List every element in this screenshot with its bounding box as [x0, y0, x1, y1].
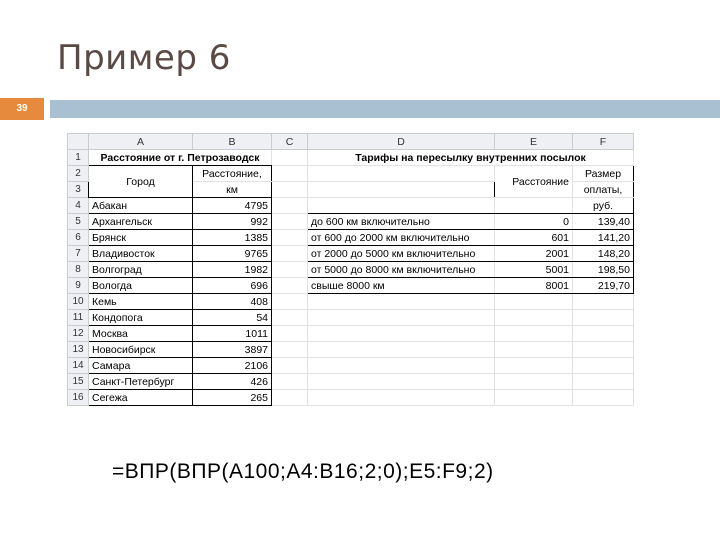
cell-tariff-label[interactable]: от 5000 до 8000 км включительно: [308, 262, 495, 278]
row-header[interactable]: 9: [68, 278, 89, 294]
cell[interactable]: [495, 310, 573, 326]
cell[interactable]: [272, 230, 308, 246]
cell-km[interactable]: 1385: [193, 230, 272, 246]
cell-tariff-label[interactable]: свыше 8000 км: [308, 278, 495, 294]
row-header[interactable]: 12: [68, 326, 89, 342]
table-row: [68, 262, 634, 278]
cell[interactable]: [573, 374, 634, 390]
row-header[interactable]: 4: [68, 198, 89, 214]
cell[interactable]: [495, 294, 573, 310]
cell-km[interactable]: 2106: [193, 358, 272, 374]
cell-km[interactable]: 3897: [193, 342, 272, 358]
cell[interactable]: [495, 326, 573, 342]
column-header-c[interactable]: C: [272, 134, 308, 150]
cell-tariff-price[interactable]: 139,40: [573, 214, 634, 230]
cell-km[interactable]: 1011: [193, 326, 272, 342]
table-row: [68, 278, 634, 294]
cell-city[interactable]: Санкт-Петербург: [89, 374, 193, 390]
row-header[interactable]: 10: [68, 294, 89, 310]
cell[interactable]: [308, 166, 495, 182]
row-header[interactable]: 8: [68, 262, 89, 278]
cell-city[interactable]: Москва: [89, 326, 193, 342]
cell-header-distance-1[interactable]: Расстояние,: [193, 166, 272, 182]
cell[interactable]: [573, 326, 634, 342]
cell-tariff-distance[interactable]: 601: [495, 230, 573, 246]
cell[interactable]: [272, 294, 308, 310]
cell[interactable]: [272, 342, 308, 358]
cell-city[interactable]: Вологда: [89, 278, 193, 294]
cell-tariff-price[interactable]: 219,70: [573, 278, 634, 294]
cell-header-f-1[interactable]: Размер: [573, 166, 634, 182]
cell-city[interactable]: Кондопога: [89, 310, 193, 326]
cell-d1-title[interactable]: Тарифы на пересылку внутренних посылок: [308, 150, 634, 166]
cell-header-f-2[interactable]: оплаты,: [573, 182, 634, 198]
formula-text: =ВПР(ВПР(A100;A4:B16;2;0);E5:F9;2): [112, 460, 494, 483]
table-row: [68, 310, 634, 326]
cell[interactable]: [308, 182, 495, 198]
cell[interactable]: [573, 358, 634, 374]
cell-km[interactable]: 4795: [193, 198, 272, 214]
table-row: [68, 326, 634, 342]
cell-tariff-distance[interactable]: 2001: [495, 246, 573, 262]
header-bar: [50, 100, 720, 118]
cell[interactable]: [272, 326, 308, 342]
table-row: [68, 230, 634, 246]
row-header[interactable]: 1: [68, 150, 89, 166]
cell-city[interactable]: Кемь: [89, 294, 193, 310]
cell-city[interactable]: Брянск: [89, 230, 193, 246]
cell-tariff-distance[interactable]: 8001: [495, 278, 573, 294]
row-header[interactable]: 15: [68, 374, 89, 390]
column-header-row: [68, 134, 634, 150]
cell[interactable]: [308, 358, 495, 374]
cell[interactable]: [495, 390, 573, 406]
cell[interactable]: [495, 342, 573, 358]
cell-city[interactable]: Сегежа: [89, 390, 193, 406]
table-row: [68, 214, 634, 230]
cell-header-city[interactable]: Город: [89, 166, 193, 198]
cell-tariff-label[interactable]: от 2000 до 5000 км включительно: [308, 246, 495, 262]
cell-tariff-price[interactable]: 141,20: [573, 230, 634, 246]
table-row: [68, 294, 634, 310]
cell-km[interactable]: 426: [193, 374, 272, 390]
row-header[interactable]: 16: [68, 390, 89, 406]
cell[interactable]: [272, 310, 308, 326]
cell[interactable]: [272, 262, 308, 278]
cell-km[interactable]: 696: [193, 278, 272, 294]
cell[interactable]: [308, 342, 495, 358]
cell-tariff-label[interactable]: до 600 км включительно: [308, 214, 495, 230]
cell[interactable]: [272, 198, 308, 214]
cell[interactable]: [272, 150, 308, 166]
cell-tariff-distance[interactable]: 5001: [495, 262, 573, 278]
table-row: [68, 166, 634, 182]
cell[interactable]: [573, 342, 634, 358]
select-all-corner[interactable]: [68, 134, 89, 150]
cell[interactable]: [308, 374, 495, 390]
table-row: [68, 374, 634, 390]
cell-city[interactable]: Новосибирск: [89, 342, 193, 358]
cell[interactable]: [272, 390, 308, 406]
cell[interactable]: [308, 326, 495, 342]
cell[interactable]: [308, 310, 495, 326]
cell[interactable]: [573, 310, 634, 326]
table-row: [68, 358, 634, 374]
table-row: [68, 246, 634, 262]
column-header-e[interactable]: E: [495, 134, 573, 150]
cell[interactable]: [308, 294, 495, 310]
cell-km[interactable]: 992: [193, 214, 272, 230]
column-header-a[interactable]: A: [89, 134, 193, 150]
cell[interactable]: [272, 166, 308, 182]
slide-title: Пример 6: [57, 38, 231, 78]
cell[interactable]: [272, 182, 308, 198]
cell[interactable]: [495, 358, 573, 374]
cell-km[interactable]: 408: [193, 294, 272, 310]
column-header-f[interactable]: F: [573, 134, 634, 150]
cell-km[interactable]: 54: [193, 310, 272, 326]
row-header[interactable]: 7: [68, 246, 89, 262]
cell[interactable]: [495, 374, 573, 390]
row-header[interactable]: 13: [68, 342, 89, 358]
table-row: [68, 150, 634, 166]
cell-km[interactable]: 1982: [193, 262, 272, 278]
row-header[interactable]: 5: [68, 214, 89, 230]
cell[interactable]: [272, 374, 308, 390]
row-header[interactable]: 2: [68, 166, 89, 182]
column-header-d[interactable]: D: [308, 134, 495, 150]
cell-a1-title[interactable]: Расстояние от г. Петрозаводск: [89, 150, 272, 166]
cell-km[interactable]: 9765: [193, 246, 272, 262]
cell-tariff-price[interactable]: 148,20: [573, 246, 634, 262]
table-row: [68, 390, 634, 406]
cell-header-e[interactable]: Расстояние: [495, 166, 573, 198]
cell-tariff-distance[interactable]: 0: [495, 214, 573, 230]
table-row: [68, 198, 634, 214]
cell[interactable]: [272, 358, 308, 374]
cell[interactable]: [308, 390, 495, 406]
cell-tariff-label[interactable]: от 600 до 2000 км включительно: [308, 230, 495, 246]
table-row: [68, 342, 634, 358]
cell[interactable]: [272, 214, 308, 230]
cell-km[interactable]: 265: [193, 390, 272, 406]
cell[interactable]: [495, 198, 573, 214]
row-header[interactable]: 6: [68, 230, 89, 246]
cell-city[interactable]: Абакан: [89, 198, 193, 214]
cell[interactable]: [272, 278, 308, 294]
spreadsheet: [67, 133, 634, 406]
column-header-b[interactable]: B: [193, 134, 272, 150]
cell-city[interactable]: Волгоград: [89, 262, 193, 278]
cell[interactable]: [272, 246, 308, 262]
cell-city[interactable]: Архангельск: [89, 214, 193, 230]
cell-city[interactable]: Самара: [89, 358, 193, 374]
cell-header-distance-2[interactable]: км: [193, 182, 272, 198]
cell-city[interactable]: Владивосток: [89, 246, 193, 262]
cell-header-f-3[interactable]: руб.: [573, 198, 634, 214]
row-header[interactable]: 14: [68, 358, 89, 374]
row-header[interactable]: 3: [68, 182, 89, 198]
cell[interactable]: [573, 390, 634, 406]
cell[interactable]: [308, 198, 495, 214]
cell[interactable]: [573, 294, 634, 310]
cell-tariff-price[interactable]: 198,50: [573, 262, 634, 278]
slide-number: 39: [16, 103, 28, 114]
row-header[interactable]: 11: [68, 310, 89, 326]
